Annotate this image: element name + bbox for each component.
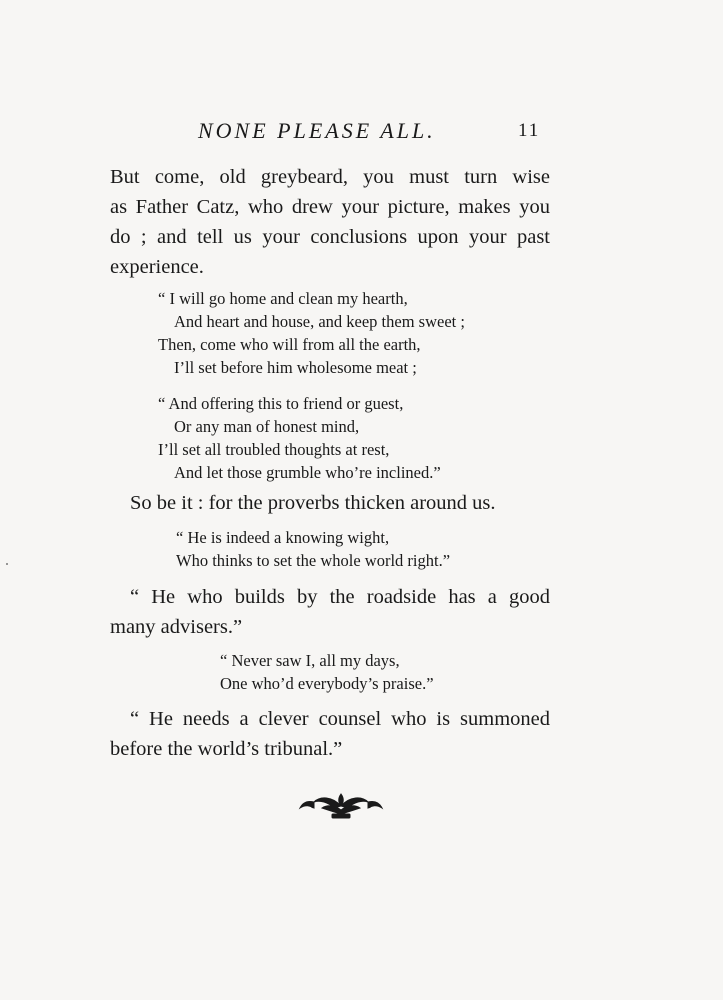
text-line: “ He who builds by the roadside has a good [130, 586, 550, 608]
fleuron-ornament-icon [298, 788, 384, 822]
text-line: do ; and tell us your conclusions upon your past [110, 226, 550, 248]
verse-line: I’ll set all troubled thoughts at rest, [158, 440, 390, 459]
verse-knowing-wight [176, 526, 450, 572]
paragraph-roadside [110, 582, 550, 642]
verse-line: Who thinks to set the whole world right.” [176, 551, 451, 570]
verse-line: I’ll set before him wholesome meat ; [174, 358, 417, 377]
text-line: many advisers.” [110, 616, 243, 638]
running-title: NONE PLEASE ALL. [198, 118, 436, 143]
paragraph-greybeard [110, 162, 550, 282]
verse-line: “ I will go home and clean my hearth, [158, 289, 408, 308]
verse-stanza-guest [158, 392, 441, 484]
paragraph-tribunal [110, 704, 550, 764]
print-speck [6, 563, 8, 565]
running-head [0, 118, 723, 148]
verse-never-saw [220, 649, 434, 695]
verse-line: And let those grumble who’re inclined.” [174, 463, 441, 482]
verse-line: One who’d everybody’s praise.” [220, 674, 434, 693]
text-line: But come, old greybeard, you must turn wise [110, 166, 550, 188]
verse-line: “ He is indeed a knowing wight, [176, 528, 390, 547]
page-number: 11 [518, 120, 541, 141]
text-line: experience. [110, 256, 204, 278]
verse-line: Or any man of honest mind, [174, 417, 360, 436]
verse-line: And heart and house, and keep them sweet ; [174, 312, 465, 331]
text-line: before the world’s tribunal.” [110, 738, 343, 760]
text-line: as Father Catz, who drew your picture, makes you [110, 196, 550, 218]
verse-line: “ Never saw I, all my days, [220, 651, 400, 670]
verse-line: Then, come who will from all the earth, [158, 335, 421, 354]
verse-stanza-hearth [158, 287, 465, 379]
text-line: “ He needs a clever counsel who is summoned [130, 708, 550, 730]
paragraph-so-be-it: So be it : for the proverbs thicken around us. [130, 492, 496, 514]
verse-line: “ And offering this to friend or guest, [158, 394, 404, 413]
